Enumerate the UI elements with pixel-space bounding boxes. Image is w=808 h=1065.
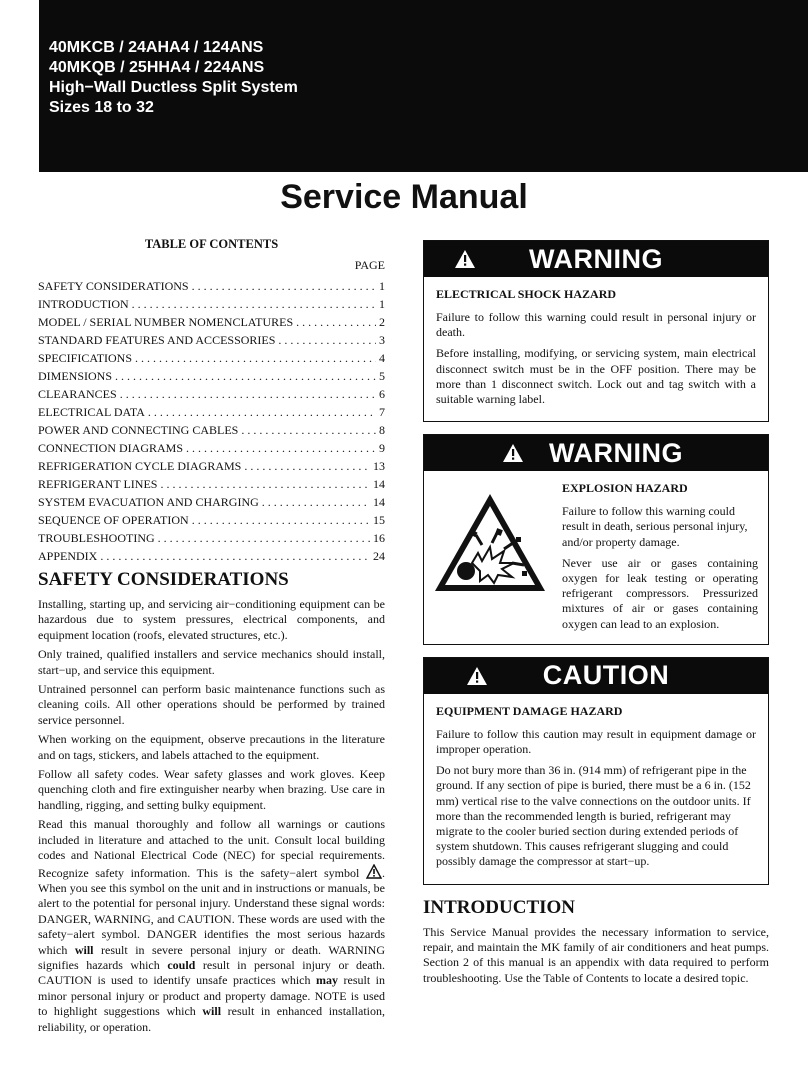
bold-may: may (316, 973, 338, 988)
toc-entry-page: 3 (379, 333, 385, 347)
toc-entry (38, 421, 385, 439)
toc-entry (38, 313, 385, 331)
toc-leader-dots (192, 277, 376, 295)
explosion-hazard-icon (432, 491, 548, 595)
hazard-title: EQUIPMENT DAMAGE HAZARD (436, 703, 623, 718)
toc-leader-dots (160, 475, 370, 493)
toc-entry-page: 4 (379, 351, 385, 365)
caution-body (424, 694, 768, 884)
hazard-text: Do not bury more than 36 in. (914 mm) of refrigerant pipe in the ground. If any section of pipe is buried, there must be a 6 in. (152 mm) vertical rise to the valve connections on the outdoor units. If more than the recommended length is buried, refrigerant may migrate to the cooler buried section during extended periods of system shutdown. This causes refrigerant slugging and could possibly damage the compressor at start−up. (436, 763, 751, 869)
toc-leader-dots (186, 439, 376, 457)
hazard-title: EXPLOSION HAZARD (562, 481, 688, 496)
text-run: Read this manual thoroughly and follow all warnings or cautions included in literature and attached to the unit. Consult local building codes and National Electrical Code (NEC) for special requirements. Recognize safety information. This is the safety−alert symbol (38, 817, 385, 880)
toc-entry (38, 493, 385, 511)
left-column (38, 237, 385, 1039)
bold-will: will (74, 942, 94, 957)
toc-entry (38, 367, 385, 385)
text-run: . When you see this symbol on the unit and in instructions or manuals, be alert to the potential for personal injury. Understand these signal words: DANGER, WARNING, and CAUTION. These words are used with the safety−alert symbol. DANGER identifies the most serious hazards which (38, 865, 385, 957)
toc-entry-page: 24 (373, 549, 385, 563)
explosion-text (550, 481, 758, 638)
toc-entry (38, 385, 385, 403)
toc-entry-label: STANDARD FEATURES AND ACCESSORIES (38, 333, 276, 347)
model-lines (49, 38, 298, 118)
safety-paragraph: When working on the equipment, observe precautions in the literature and on tags, stickers, and labels attached to the equipment. (38, 732, 385, 762)
toc-entry-page: 13 (373, 459, 385, 473)
toc-entry (38, 475, 385, 493)
toc-entry-page: 1 (379, 297, 385, 311)
safety-heading: SAFETY CONSIDERATIONS (38, 569, 289, 590)
toc-entry-label: INTRODUCTION (38, 297, 129, 311)
warning-bar (424, 435, 768, 471)
explosion-pictogram (432, 481, 550, 638)
hazard-text: Failure to follow this caution may result in equipment damage or improper operation. (436, 726, 756, 757)
toc-entry (38, 547, 385, 565)
toc-leader-dots (192, 511, 370, 529)
text-run: result in enhanced installation, reliability, or operation. (38, 1004, 386, 1034)
text-run: result in minor personal injury or product and property damage. NOTE is used to highlight suggestions which (38, 973, 386, 1019)
model-line-2: 40MKQB / 25HHA4 / 224ANS (49, 59, 265, 76)
toc-entry-label: APPENDIX (38, 549, 98, 563)
toc-entry-page: 7 (379, 405, 385, 419)
toc-leader-dots (262, 493, 370, 511)
toc-leader-dots (278, 331, 376, 349)
toc-entry-page: 2 (379, 315, 385, 329)
caution-signal-word: CAUTION (542, 660, 670, 691)
caution-bar (424, 658, 768, 694)
electrical-warning-box (423, 240, 769, 422)
toc-entry (38, 277, 385, 295)
warning-body (424, 277, 768, 421)
hazard-title: ELECTRICAL SHOCK HAZARD (436, 287, 617, 301)
safety-alert-icon (366, 864, 382, 879)
document-title: Service Manual (280, 178, 528, 216)
toc-entry-label: MODEL / SERIAL NUMBER NOMENCLATURES (38, 315, 294, 329)
safety-paragraph: Untrained personnel can perform basic maintenance functions such as cleaning coils. All other operations should be performed by trained service personnel. (38, 682, 385, 727)
sizes-line: Sizes 18 to 32 (49, 99, 154, 116)
hazard-text: Before installing, modifying, or servicing system, main electrical disconnect switch must be in the OFF position. There may be more than 1 disconnect switch. Lock out and tag switch with a suitable warning label. (436, 346, 756, 407)
explosion-body (424, 471, 768, 644)
text-run: result in personal injury or death. CAUTION is used to identify unsafe practices which (38, 957, 386, 988)
hazard-text: Failure to follow this warning could result in personal injury or death. (436, 310, 756, 340)
toc-list (38, 277, 385, 565)
toc-entry (38, 331, 385, 349)
model-line-1: 40MKCB / 24AHA4 / 124ANS (49, 39, 264, 56)
safety-paragraph: Installing, starting up, and servicing air−conditioning equipment can be hazardous due to system pressures, electrical components, and equipment location (roofs, elevated structures, etc.). (38, 597, 385, 642)
warning-triangle-icon (502, 443, 524, 463)
toc-entry-label: REFRIGERANT LINES (38, 477, 158, 491)
toc-title: TABLE OF CONTENTS (144, 237, 279, 251)
toc-entry (38, 457, 385, 475)
toc-entry-label: SAFETY CONSIDERATIONS (38, 279, 189, 293)
right-column (423, 240, 769, 990)
toc-leader-dots (120, 385, 376, 403)
toc-entry-page: 15 (373, 513, 385, 527)
toc-entry-label: SYSTEM EVACUATION AND CHARGING (38, 495, 259, 509)
warning-signal-word: WARNING (529, 243, 663, 274)
toc-leader-dots (241, 421, 376, 439)
toc-leader-dots (132, 295, 376, 313)
hazard-text: Failure to follow this warning could result in death, serious personal injury, and/or property damage. (562, 504, 748, 549)
toc-entry (38, 511, 385, 529)
header-banner (39, 0, 808, 172)
warning-triangle-icon (454, 249, 476, 269)
toc-leader-dots (244, 457, 370, 475)
introduction-heading: INTRODUCTION (423, 896, 576, 918)
toc-leader-dots (115, 367, 376, 385)
toc-entry-page: 16 (373, 531, 385, 545)
toc-entry (38, 349, 385, 367)
toc-leader-dots (100, 547, 370, 565)
hazard-text: Never use air or gases containing oxygen for leak testing or operating refrigerant compressors. Pressurized mixtures of air or gases containing oxygen can lead to an explosion. (562, 555, 758, 631)
toc-entry-label: TROUBLESHOOTING (38, 531, 155, 545)
toc-entry-page: 1 (379, 279, 385, 293)
safety-paragraph: Only trained, qualified installers and service mechanics should install, start−up, and service this equipment. (38, 647, 385, 677)
warning-bar (424, 241, 768, 277)
explosion-warning-box (423, 434, 769, 645)
toc-entry-page: 14 (373, 477, 385, 491)
toc-entry-page: 9 (379, 441, 385, 455)
toc-page-header: PAGE (354, 258, 385, 272)
text-run: result in severe personal injury or death. WARNING signifies hazards which (38, 942, 385, 972)
toc-entry-page: 6 (379, 387, 385, 401)
toc-leader-dots (158, 529, 370, 547)
toc-entry-page: 14 (373, 495, 385, 509)
warning-signal-word: WARNING (549, 437, 683, 468)
caution-box (423, 657, 769, 885)
toc-entry-label: ELECTRICAL DATA (38, 405, 145, 419)
introduction-text: This Service Manual provides the necessary information to service, repair, and maintain the MK family of air conditioners and heat pumps. Section 2 of this manual is an appendix with data required to perform troubleshooting. Use the Table of Contents to locate a desired topic. (423, 924, 769, 985)
toc-leader-dots (135, 349, 376, 367)
toc-entry-page: 5 (379, 369, 385, 383)
toc-entry-label: REFRIGERATION CYCLE DIAGRAMS (38, 459, 242, 473)
toc-leader-dots (296, 313, 376, 331)
toc-entry (38, 439, 385, 457)
toc-entry (38, 403, 385, 421)
toc-entry (38, 529, 385, 547)
caution-triangle-icon (466, 666, 488, 686)
bold-will: will (202, 1004, 222, 1019)
toc-entry-page: 8 (379, 423, 385, 437)
toc-leader-dots (148, 403, 376, 421)
toc-entry (38, 295, 385, 313)
safety-paragraph: Follow all safety codes. Wear safety glasses and work gloves. Keep quenching cloth and fire extinguisher nearby when brazing. Use care in handling, rigging, and setting bulky equipment. (38, 767, 385, 812)
toc-entry-label: DIMENSIONS (38, 369, 113, 383)
toc-entry-label: SEQUENCE OF OPERATION (38, 513, 189, 527)
toc-entry-label: SPECIFICATIONS (38, 351, 133, 365)
toc-entry-label: CONNECTION DIAGRAMS (38, 441, 184, 455)
bold-could: could (167, 957, 196, 972)
toc-entry-label: POWER AND CONNECTING CABLES (38, 423, 239, 437)
toc-entry-label: CLEARANCES (38, 387, 117, 401)
product-line: High−Wall Ductless Split System (49, 79, 298, 96)
safety-alert-paragraph (38, 817, 385, 1035)
